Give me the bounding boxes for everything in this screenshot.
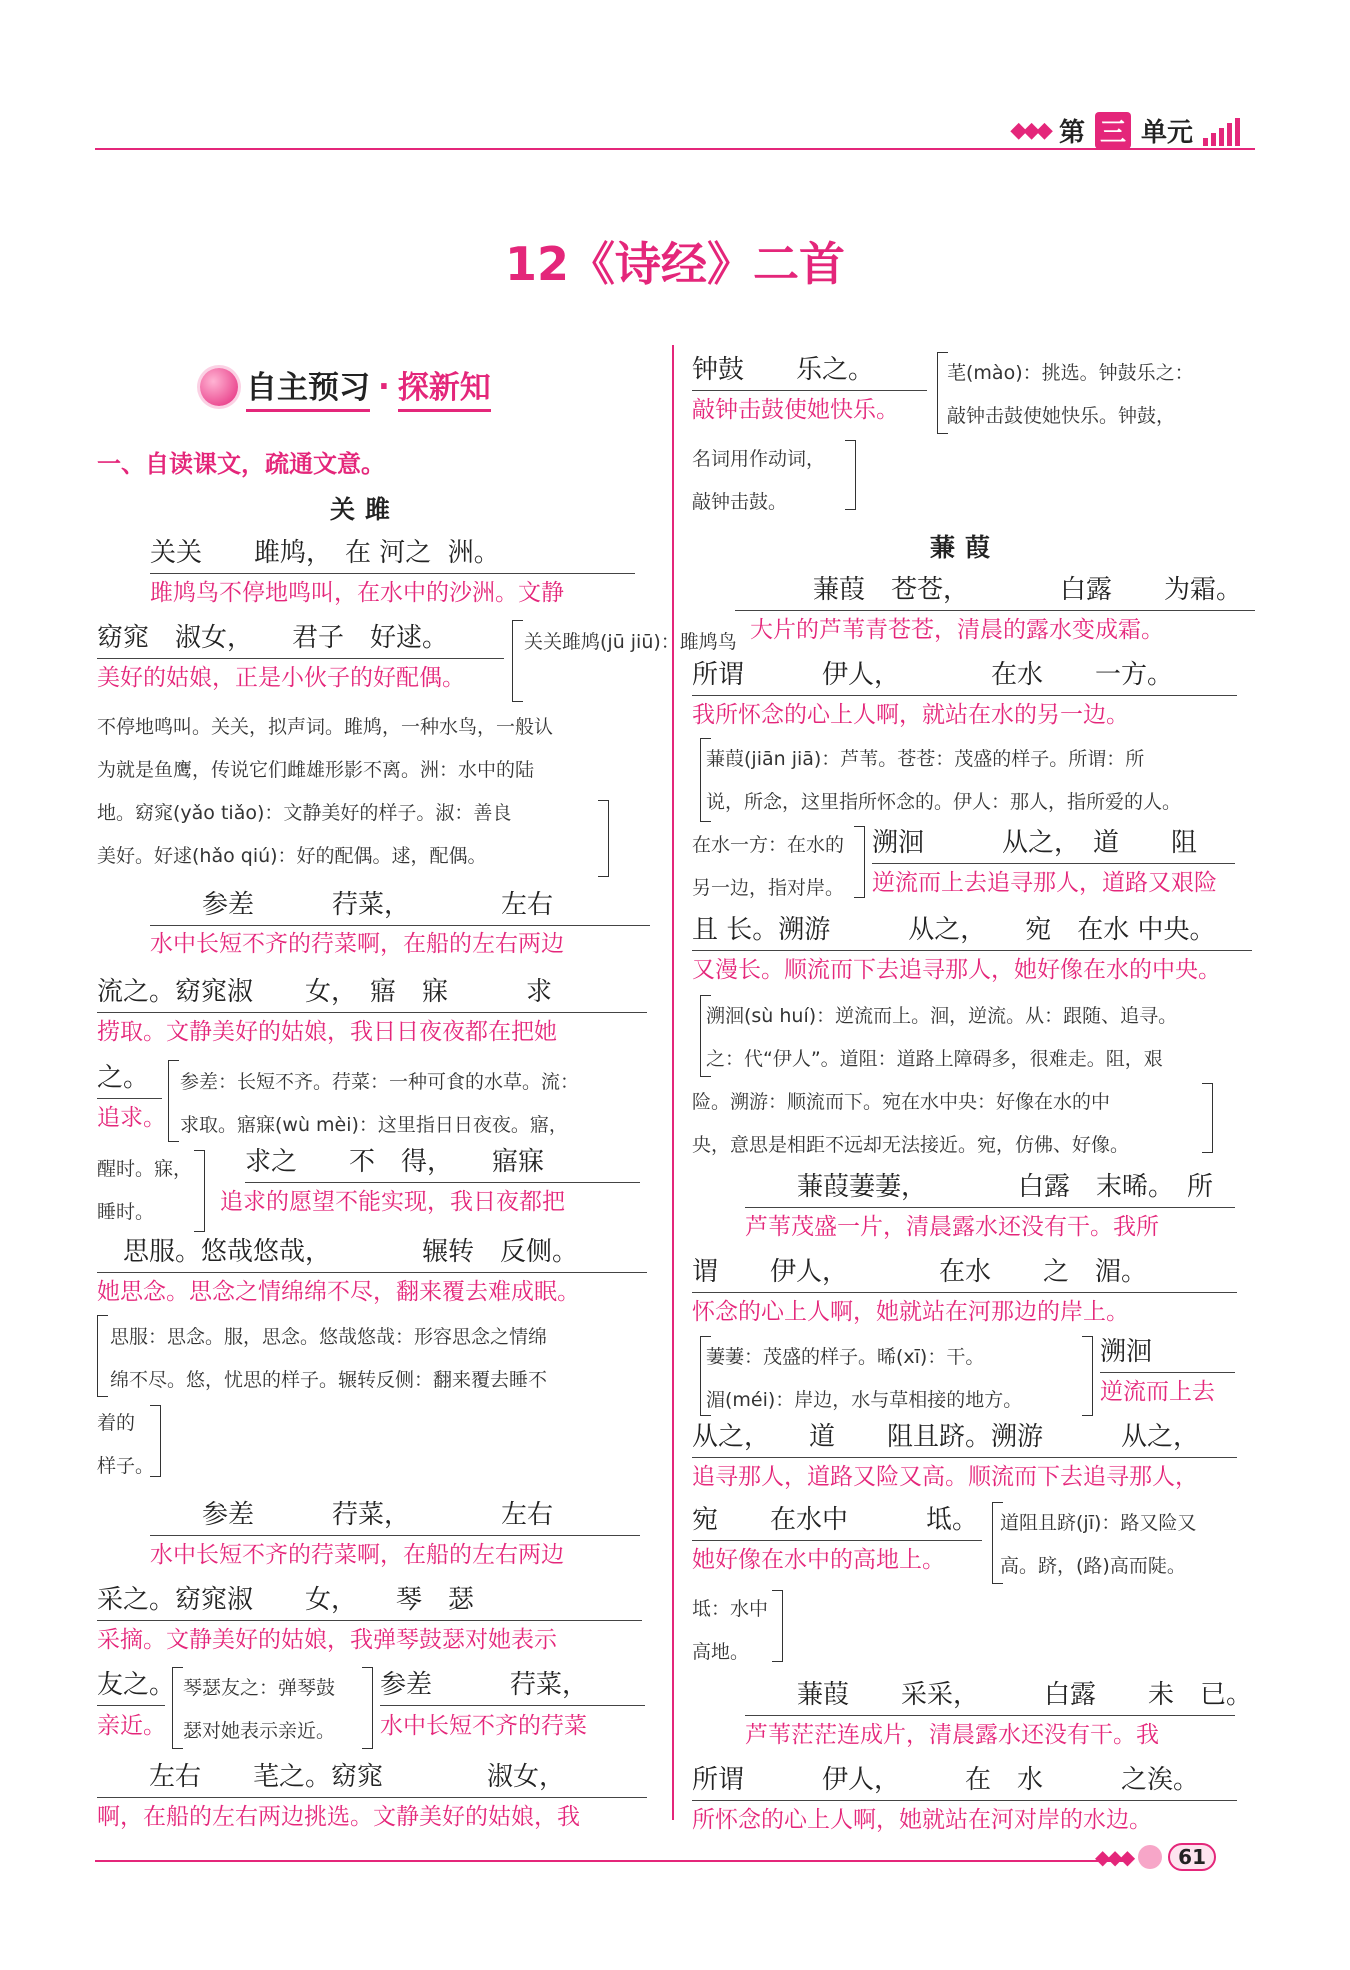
translation-line: 她思念。思念之情绵绵不尽，翻来覆去难成眠。: [97, 1279, 580, 1305]
poem-line: 蒹葭 苍苍， 白露 为霜。: [735, 570, 1255, 611]
footer-rule: [95, 1860, 1125, 1862]
poem-line: 窈窕 淑女， 君子 好逑。: [97, 618, 504, 659]
poem-line: 流之。窈窕淑 女， 寤 寐 求: [97, 972, 647, 1013]
unit-suffix: 单元: [1140, 118, 1193, 148]
translation-line: 逆流而上去追寻那人，道路又艰险: [872, 870, 1217, 896]
translation-line: 芦苇茂盛一片，清晨露水还没有干。我所: [745, 1214, 1159, 1240]
annotation: 地。窈窕(yǎo tiǎo)：文静美好的样子。淑：善良: [97, 802, 512, 824]
question-heading: 一、自读课文，疏通文意。: [97, 450, 385, 478]
annotation: 名词用作动词，: [692, 448, 826, 470]
translation-line: 雎鸠鸟不停地鸣叫，在水中的沙洲。文静: [150, 580, 564, 606]
diamond-decoration-icon: ◆◆◆: [1095, 1845, 1133, 1869]
annotation: 坻：水中: [692, 1598, 769, 1620]
poem-line: 谓 伊人， 在水 之 湄。: [692, 1252, 1237, 1293]
annotation: 敲钟击鼓使她快乐。钟鼓，: [947, 405, 1176, 427]
translation-line: 敲钟击鼓使她快乐。: [692, 397, 899, 423]
note-bracket: [362, 1667, 373, 1749]
note-bracket: [172, 1667, 183, 1749]
note-bracket: [1202, 1083, 1213, 1153]
poem-line: 之。: [97, 1058, 162, 1099]
note-bracket: [1082, 1336, 1093, 1416]
translation-line: 又漫长。顺流而下去追寻那人，她好像在水的中央。: [692, 957, 1221, 983]
annotation: 萋萋：茂盛的样子。晞(xī)：干。: [706, 1346, 985, 1368]
annotation: 湄(méi)：岸边，水与草相接的地方。: [706, 1389, 1023, 1411]
planet-icon: [200, 368, 238, 406]
annotation: 道阻且跻(jī)：路又险又: [1000, 1512, 1197, 1534]
poem-line: 宛 在水中 坻。: [692, 1500, 982, 1541]
unit-number: 三: [1095, 112, 1131, 149]
annotation: 蒹葭(jiān jiā)：芦苇。苍苍：茂盛的样子。所谓：所: [706, 748, 1145, 770]
translation-line: 追求。: [97, 1105, 166, 1131]
translation-line: 啊，在船的左右两边挑选。文静美好的姑娘，我: [97, 1804, 580, 1830]
section-dot: ·: [378, 369, 390, 405]
annotation: 说，所念，这里指所怀念的。伊人：那人，指所爱的人。: [706, 791, 1182, 813]
poem-line: 友之。: [97, 1665, 165, 1706]
translation-line: 追寻那人，道路又险又高。顺流而下去追寻那人，: [692, 1464, 1198, 1490]
note-bracket: [854, 826, 865, 898]
column-divider: [672, 345, 674, 1820]
annotation: 之：代“伊人”。道阻：道路上障碍多，很难走。阻，艰: [706, 1048, 1163, 1070]
annotation: 在水一方：在水的: [692, 834, 845, 856]
annotation: 睡时。: [97, 1201, 155, 1223]
poem-title-jianjia: 蒹葭: [930, 533, 1001, 562]
translation-line: 采摘。文静美好的姑娘，我弹琴鼓瑟对她表示: [97, 1627, 557, 1653]
translation-line: 逆流而上去: [1100, 1379, 1215, 1405]
unit-marker: [1010, 112, 1240, 149]
translation-line: 她好像在水中的高地上。: [692, 1547, 945, 1573]
note-bracket: [194, 1150, 205, 1232]
poem-line: 所谓 伊人， 在 水 之涘。: [692, 1760, 1237, 1801]
poem-line: 钟鼓 乐之。: [692, 350, 927, 391]
annotation: 求取。寤寐(wù mèi)：这里指日日夜夜。寤，: [180, 1114, 568, 1136]
annotation: 溯洄(sù huí)：逆流而上。洄，逆流。从：跟随、追寻。: [706, 1005, 1178, 1027]
annotation: 央，意思是相距不远却无法接近。宛，仿佛、好像。: [692, 1134, 1130, 1156]
signal-bars-icon: [1203, 116, 1240, 146]
note-bracket: [772, 1590, 783, 1662]
translation-line: 怀念的心上人啊，她就站在河那边的岸上。: [692, 1299, 1129, 1325]
annotation: 另一边，指对岸。: [692, 877, 845, 899]
annotation: 高地。: [692, 1641, 750, 1663]
poem-line: 采之。窈窕淑 女， 琴 瑟: [97, 1580, 642, 1621]
note-bracket: [598, 800, 609, 877]
annotation: 醒时。寐，: [97, 1158, 193, 1180]
unit-prefix: 第: [1058, 118, 1085, 148]
annotation: 为就是鱼鹰，传说它们雌雄形影不离。洲：水中的陆: [97, 759, 535, 781]
poem-title-guanju: 关雎: [330, 495, 401, 524]
translation-line: 美好的姑娘，正是小伙子的好配偶。: [97, 665, 465, 691]
annotation: 思服：思念。服，思念。悠哉悠哉：形容思念之情绵: [110, 1326, 548, 1348]
translation-line: 水中长短不齐的荇菜啊，在船的左右两边: [150, 1542, 564, 1568]
translation-line: 亲近。: [97, 1713, 166, 1739]
poem-line: 思服。悠哉悠哉， 辗转 反侧。: [97, 1232, 647, 1273]
poem-line: 且 长。溯游 从之， 宛 在水 中央。: [692, 910, 1252, 951]
annotation: 美好。好逑(hǎo qiú)：好的配偶。逑，配偶。: [97, 845, 487, 867]
poem-line: 溯洄 从之， 道 阻: [872, 823, 1235, 864]
annotation: 样子。: [97, 1455, 155, 1477]
annotation: 芼(mào)：挑选。钟鼓乐之：: [947, 362, 1194, 384]
poem-line: 参差 荇菜，: [380, 1665, 645, 1706]
note-bracket: [97, 1315, 108, 1397]
poem-line: 溯洄: [1100, 1332, 1235, 1373]
note-bracket: [150, 1405, 161, 1477]
poem-line: 所谓 伊人， 在水 一方。: [692, 655, 1237, 696]
annotation: 高。跻，(路)高而陡。: [1000, 1555, 1186, 1577]
annotation: 不停地鸣叫。关关，拟声词。雎鸠，一种水鸟，一般认: [97, 716, 554, 738]
annotation: 琴瑟友之：弹琴鼓: [183, 1677, 336, 1699]
circle-decoration-icon: [1138, 1845, 1162, 1869]
page-number: 61: [1168, 1843, 1216, 1871]
lesson-title: 12《诗经》二首: [504, 237, 845, 291]
diamond-decoration-icon: ◆◆◆: [1010, 118, 1049, 143]
annotation: 瑟对她表示亲近。: [183, 1720, 336, 1742]
poem-line: 参差 荇菜， 左右: [150, 1495, 640, 1536]
translation-line: 所怀念的心上人啊，她就站在河对岸的水边。: [692, 1807, 1152, 1833]
annotation: 着的: [97, 1412, 136, 1434]
section-label-b: 探新知: [398, 362, 491, 412]
annotation: 绵不尽。悠，忧思的样子。辗转反侧：翻来覆去睡不: [110, 1369, 548, 1391]
poem-line: 蒹葭 采采， 白露 未 已。: [745, 1675, 1235, 1716]
note-bracket: [168, 1060, 179, 1142]
page-marker: [1095, 1843, 1216, 1871]
translation-line: 追求的愿望不能实现，我日夜都把: [220, 1189, 565, 1215]
section-heading: [200, 362, 491, 412]
poem-line: 左右 芼之。窈窕 淑女，: [97, 1757, 647, 1798]
poem-line: 从之， 道 阻且跻。溯游 从之，: [692, 1417, 1237, 1458]
annotation: 敲钟击鼓。: [692, 491, 788, 513]
translation-line: 水中长短不齐的荇菜啊，在船的左右两边: [150, 931, 564, 957]
annotation: 关关雎鸠(jū jiū)：雎鸠鸟: [524, 631, 737, 653]
note-bracket: [845, 440, 856, 510]
poem-line: 参差 荇菜， 左右: [150, 885, 650, 926]
poem-line: 蒹葭萋萋， 白露 末晞。 所: [745, 1167, 1235, 1208]
annotation: 参差：长短不齐。荇菜：一种可食的水草。流：: [180, 1071, 580, 1093]
note-bracket: [512, 620, 523, 702]
section-label-a: 自主预习: [246, 362, 370, 412]
poem-line: 关关 雎鸠， 在 河之 洲。: [150, 533, 635, 574]
translation-line: 捞取。文静美好的姑娘，我日日夜夜都在把她: [97, 1019, 557, 1045]
translation-line: 大片的芦苇青苍苍，清晨的露水变成霜。: [750, 617, 1164, 643]
translation-line: 水中长短不齐的荇菜: [380, 1713, 587, 1739]
translation-line: 芦苇茫茫连成片，清晨露水还没有干。我: [745, 1722, 1159, 1748]
poem-line: 求之 不 得， 寤寐: [245, 1142, 640, 1183]
annotation: 险。溯游：顺流而下。宛在水中央：好像在水的中: [692, 1091, 1111, 1113]
translation-line: 我所怀念的心上人啊，就站在水的另一边。: [692, 702, 1129, 728]
header-rule: [95, 148, 1255, 150]
